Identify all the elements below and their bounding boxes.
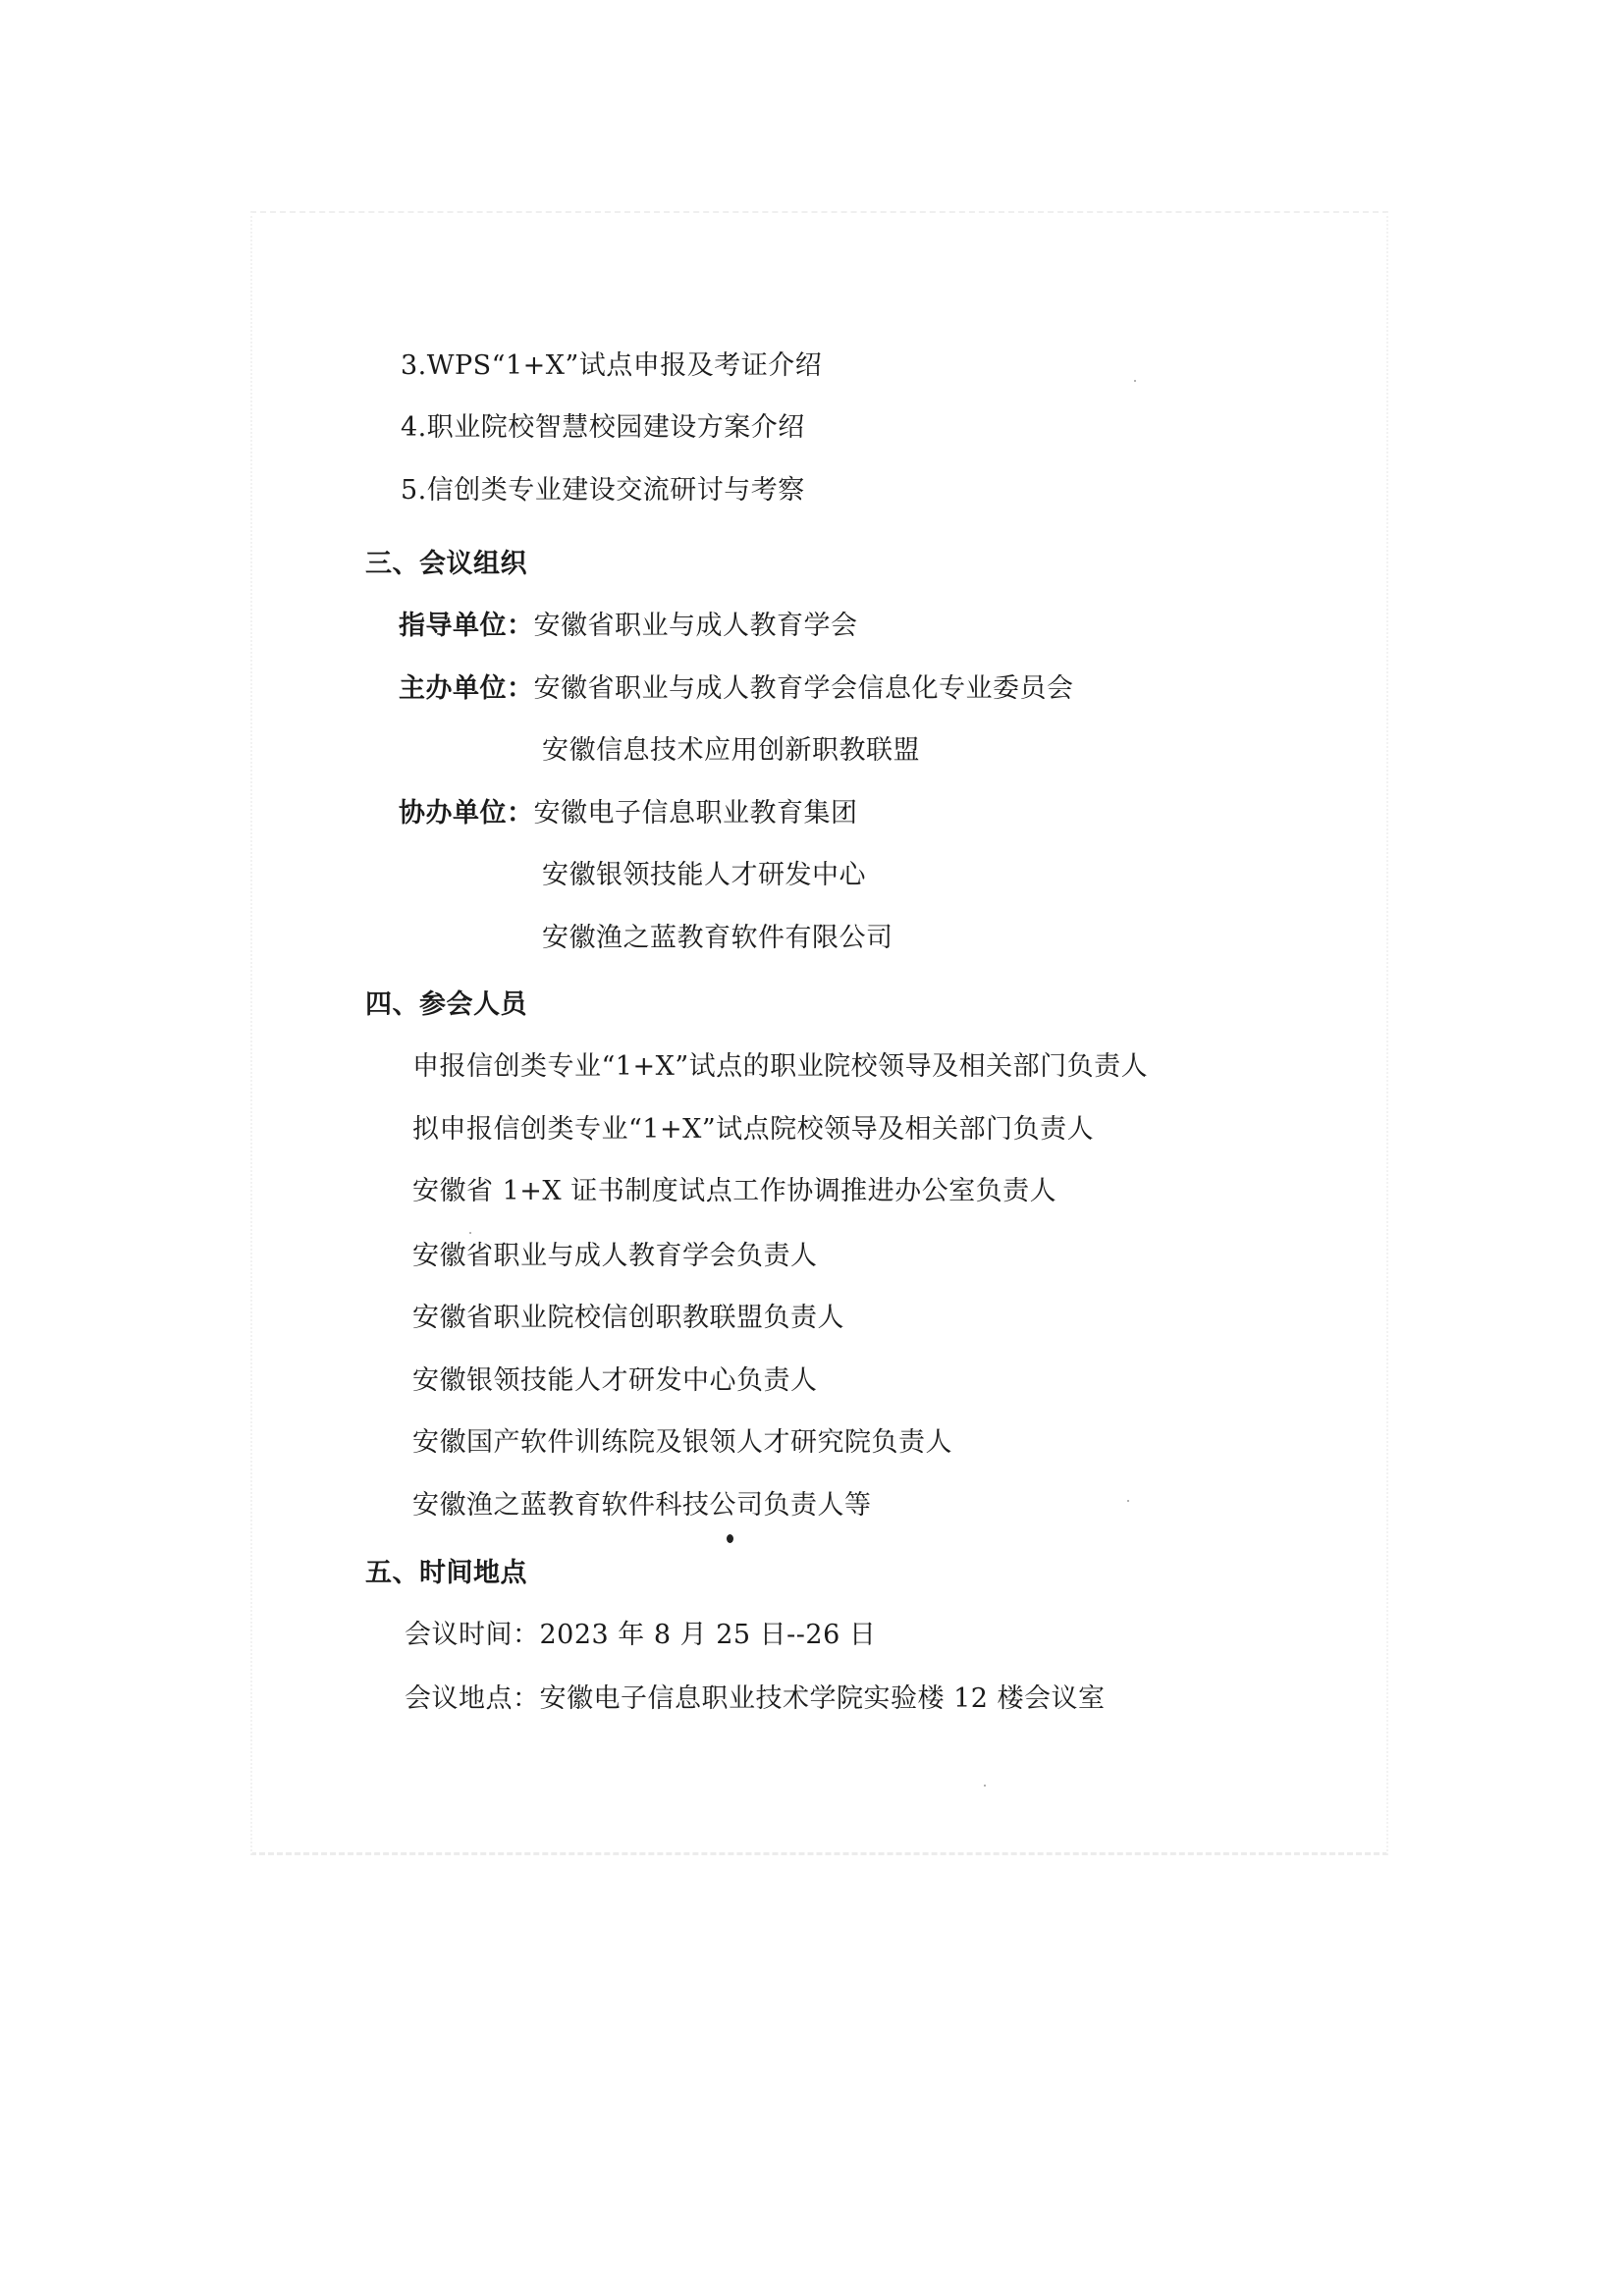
meeting-place: 会议地点：安徽电子信息职业技术学院实验楼 12 楼会议室: [405, 1683, 1106, 1714]
co-unit-row: [399, 796, 858, 831]
co-unit-label: 协办单位：: [399, 798, 534, 828]
host-unit-value-1: 安徽省职业与成人教育学会信息化专业委员会: [533, 673, 1074, 704]
agenda-item-4: 4.职业院校智慧校园建设方案介绍: [401, 412, 805, 443]
meeting-time: 会议时间：2023 年 8 月 25 日--26 日: [405, 1620, 877, 1650]
attendee-item: 安徽省职业院校信创职教联盟负责人: [412, 1303, 844, 1333]
host-unit-row: [399, 671, 1074, 707]
scan-speck: [984, 1785, 986, 1787]
agenda-item-5: 5.信创类专业建设交流研讨与考察: [401, 475, 805, 506]
co-unit-value-1: 安徽电子信息职业教育集团: [533, 798, 858, 828]
host-unit-label: 主办单位：: [399, 673, 534, 704]
scan-speck: [469, 1232, 471, 1234]
section-heading-time-place: 五、时间地点: [365, 1558, 527, 1588]
attendee-item: 申报信创类专业“1+X”试点的职业院校领导及相关部门负责人: [412, 1051, 1149, 1082]
scan-speck: [1134, 380, 1136, 382]
guide-unit-label: 指导单位：: [399, 611, 534, 641]
guide-unit-value: 安徽省职业与成人教育学会: [533, 611, 858, 641]
attendee-item: 安徽渔之蓝教育软件科技公司负责人等: [412, 1490, 872, 1521]
scan-speck: [1127, 1500, 1129, 1502]
attendee-item: 安徽省 1+X 证书制度试点工作协调推进办公室负责人: [412, 1176, 1057, 1206]
attendee-item: 安徽银领技能人才研发中心负责人: [412, 1365, 818, 1396]
agenda-item-3: 3.WPS“1+X”试点申报及考证介绍: [401, 350, 823, 381]
co-unit-value-2: 安徽银领技能人才研发中心: [542, 860, 866, 890]
host-unit-value-2: 安徽信息技术应用创新职教联盟: [542, 735, 920, 766]
scan-border: [250, 211, 1388, 1855]
section-heading-attendees: 四、参会人员: [365, 989, 527, 1020]
co-unit-value-3: 安徽渔之蓝教育软件有限公司: [542, 923, 893, 953]
attendee-item: 拟申报信创类专业“1+X”试点院校领导及相关部门负责人: [412, 1114, 1095, 1145]
section-heading-organization: 三、会议组织: [365, 549, 527, 579]
guide-unit-row: [399, 609, 858, 644]
ink-dot-mark: [727, 1534, 733, 1543]
attendee-item: 安徽省职业与成人教育学会负责人: [412, 1241, 818, 1271]
attendee-item: 安徽国产软件训练院及银领人才研究院负责人: [412, 1427, 952, 1458]
